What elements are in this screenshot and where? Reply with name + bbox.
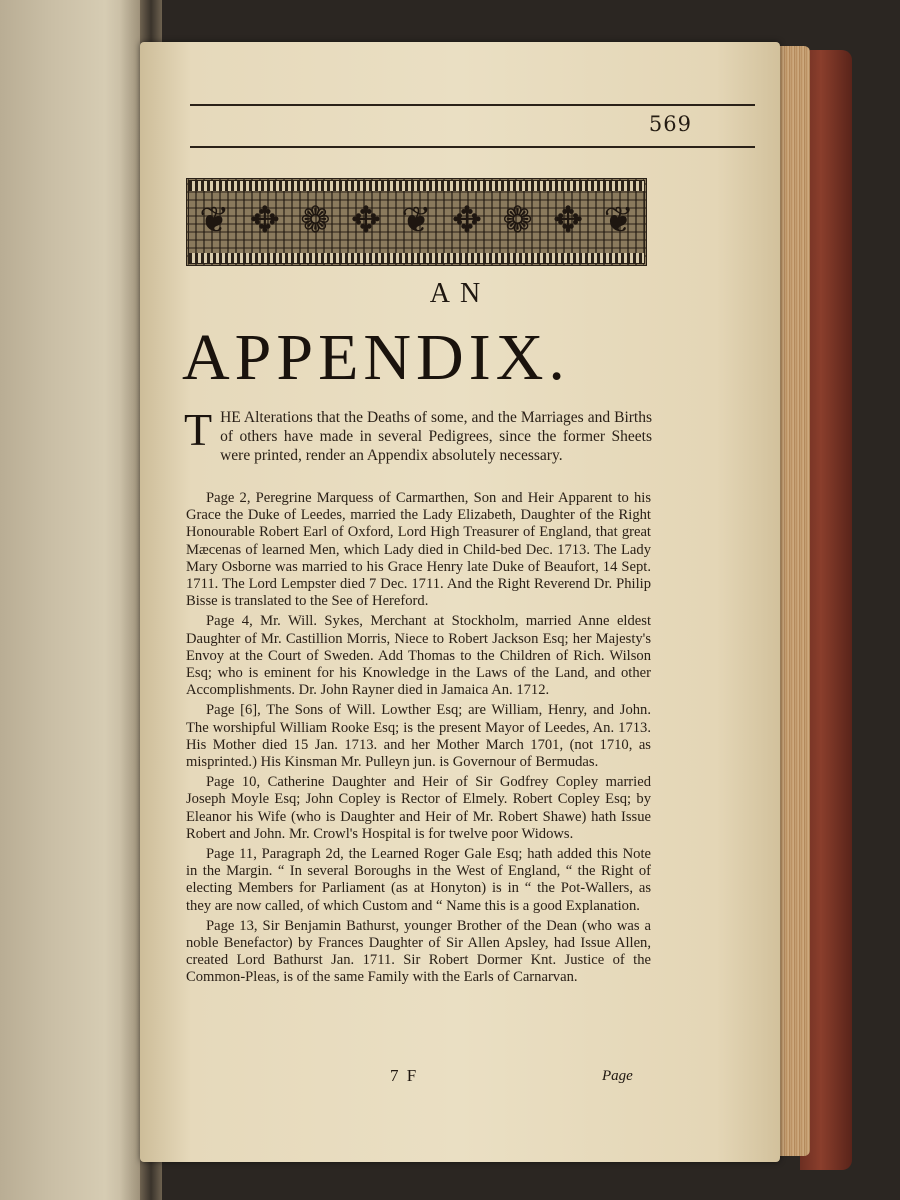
top-rule [190, 104, 755, 106]
intro-paragraph [184, 404, 652, 465]
body-text [186, 490, 651, 990]
page-title: APPENDIX. [182, 321, 570, 394]
headpiece-border-top [189, 181, 644, 191]
book-page [140, 42, 780, 1162]
left-page [0, 0, 152, 1200]
catchword: Page [602, 1068, 633, 1084]
ornamental-headpiece [186, 178, 647, 266]
paragraph: Page 13, Sir Benjamin Bathurst, younger Brother of the Dean (who was a noble Benefactor) by Frances Daughter of Sir Allen Apsley, had Issue Allen, created Lord Bathurst Jan. 1711. Sir Robert Dormer Knt. Justice of the Common-Pleas, is of the same Family with the Earls of Carnarvan. [186, 917, 651, 986]
page-number: 569 [648, 112, 692, 136]
paragraph: Page 11, Paragraph 2d, the Learned Roger Gale Esq; hath added this Note in the Margin. “ In several Boroughs in the West of England, “ the Right of electing Members for Parliament (as at Honyton) is in “ the Pot-Wallers, as they are now called, of which Custom and “ Name this is a good Explanation. [186, 846, 651, 914]
headpiece-ornament-icon: ❦ ✥ ❁ ✥ ❦ ✥ ❁ ✥ ❦ [199, 199, 634, 241]
header-rule [190, 146, 755, 148]
drop-capital: T [184, 404, 213, 455]
paragraph: Page 2, Peregrine Marquess of Carmarthen, Son and Heir Apparent to his Grace the Duke of Leedes, married the Lady Elizabeth, Daughter of the Right Honourable Robert Earl of Oxford, Lord High Treasurer of England, that great Mæcenas of learned Men, which Lady died in Child-bed Dec. 1713. The Lady Mary Osborne was married to his Grace Henry late Duke of Beaufort, 14 Sept. 1711. The Lord Lempster died 7 Dec. 1711. And the Right Reverend Dr. Philip Bisse is translated to the See of Hereford. [186, 490, 651, 610]
signature-mark: 7 F [390, 1066, 419, 1085]
heading-small: AN [429, 278, 491, 309]
headpiece-border-bottom [189, 253, 644, 263]
paragraph: Page 10, Catherine Daughter and Heir of Sir Godfrey Copley married Joseph Moyle Esq; John Copley is Rector of Elmely. Robert Copley Esq; by Eleanor his Wife (who is Daughter and Heir of Mr. Robert Shawe) hath Issue Robert and John. Mr. Crowl's Hospital is for twelve poor Widows. [186, 774, 651, 842]
paragraph: Page [6], The Sons of Will. Lowther Esq; are William, Henry, and John. The worshipful William Rooke Esq; is the present Mayor of Leedes, An. 1713. His Mother died 15 Jan. 1713. and her Mother March 1701, (not 1710, as misprinted.) His Kinsman Mr. Pulleyn jun. is Governour of Bermudas. [186, 702, 651, 771]
paragraph: Page 4, Mr. Will. Sykes, Merchant at Stockholm, married Anne eldest Daughter of Mr. Castillion Morris, Niece to Robert Jackson Esq; her Majesty's Envoy at the Court of Sweden. Add Thomas to the Children of Rich. Wilson Esq; who is eminent for his Knowledge in the Laws of the Land, and other Accomplishments. Dr. John Rayner died in Jamaica An. 1712. [186, 613, 651, 699]
intro-text: HE Alterations that the Deaths of some, and the Marriages and Births of others have made in several Pedigrees, since the former Sheets were printed, render an Appendix absolutely necessary. [220, 409, 652, 464]
